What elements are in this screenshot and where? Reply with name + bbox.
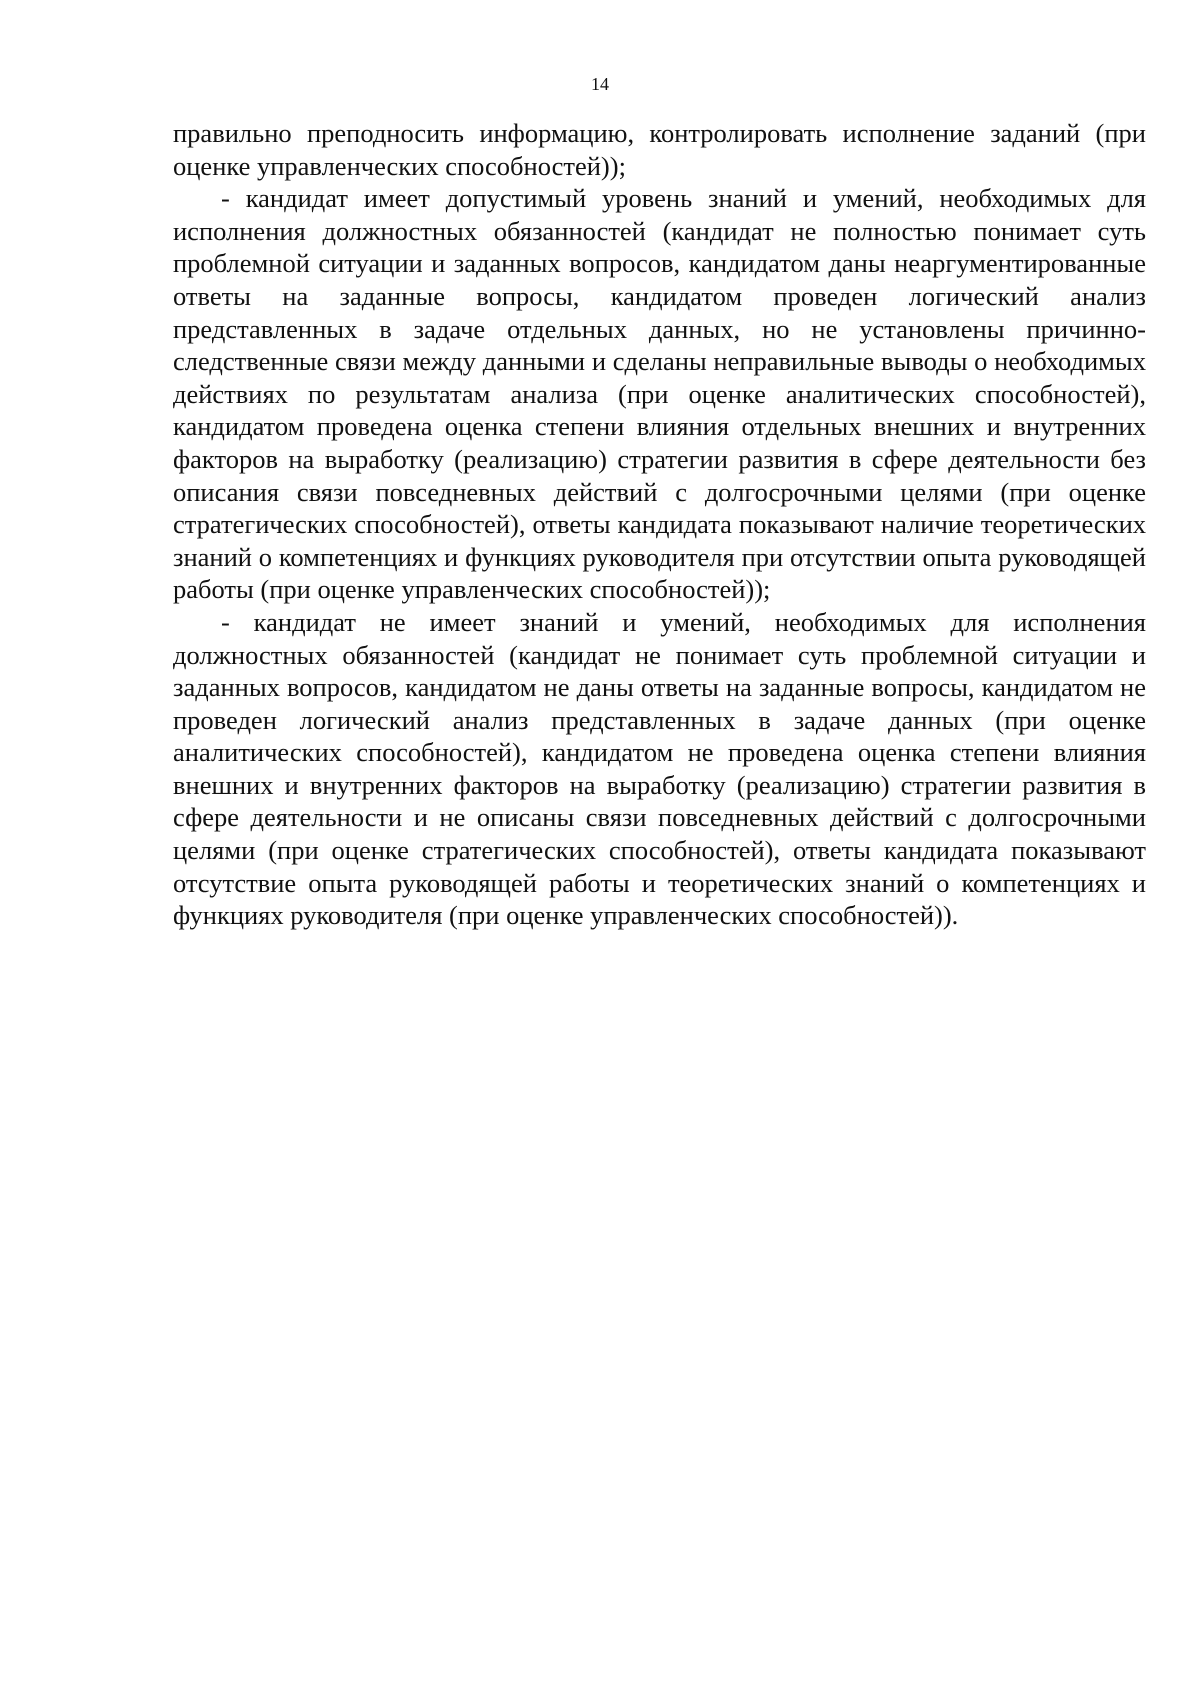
paragraph-no-knowledge: - кандидат не имеет знаний и умений, необходимых для исполнения должностных обязанностей (кандидат не понимает суть проблемной ситуации и заданных вопросов, кандидатом не даны ответы на заданные вопросы, кандидатом не проведен логический анализ представленных в задаче данных (при оценке аналитических способностей), кандидатом не проведена оценка степени влияния внешних и внутренних факторов на выработку (реализацию) стратегии развития в сфере деятельности и не описаны связи повседневных действий с долгосрочными целями (при оценке стратегических способностей), ответы кандидата показывают отсутствие опыта руководящей работы и теоретических знаний о компетенциях и функциях руководителя (при оценке управленческих способностей)).	[173, 606, 1146, 931]
paragraph-continuation: правильно преподносить информацию, контролировать исполнение заданий (при оценке управленческих способностей));	[173, 118, 1146, 181]
paragraph-acceptable-level: - кандидат имеет допустимый уровень знаний и умений, необходимых для исполнения должностных обязанностей (кандидат не полностью понимает суть проблемной ситуации и заданных вопросов, кандидатом даны неаргументированные ответы на заданные вопросы, кандидатом проведен логический анализ представленных в задаче отдельных данных, но не установлены причинно-следственные связи между данными и сделаны неправильные выводы о необходимых действиях по результатам анализа (при оценке аналитических способностей), кандидатом проведена оценка степени влияния отдельных внешних и внутренних факторов на выработку (реализацию) стратегии развития в сфере деятельности без описания связи повседневных действий с долгосрочными целями (при оценке стратегических способностей), ответы кандидата показывают наличие теоретических знаний о компетенциях и функциях руководителя при отсутствии опыта руководящей работы (при оценке управленческих способностей));	[173, 183, 1146, 605]
page-number: 14	[591, 74, 609, 94]
document-body	[173, 117, 1146, 932]
